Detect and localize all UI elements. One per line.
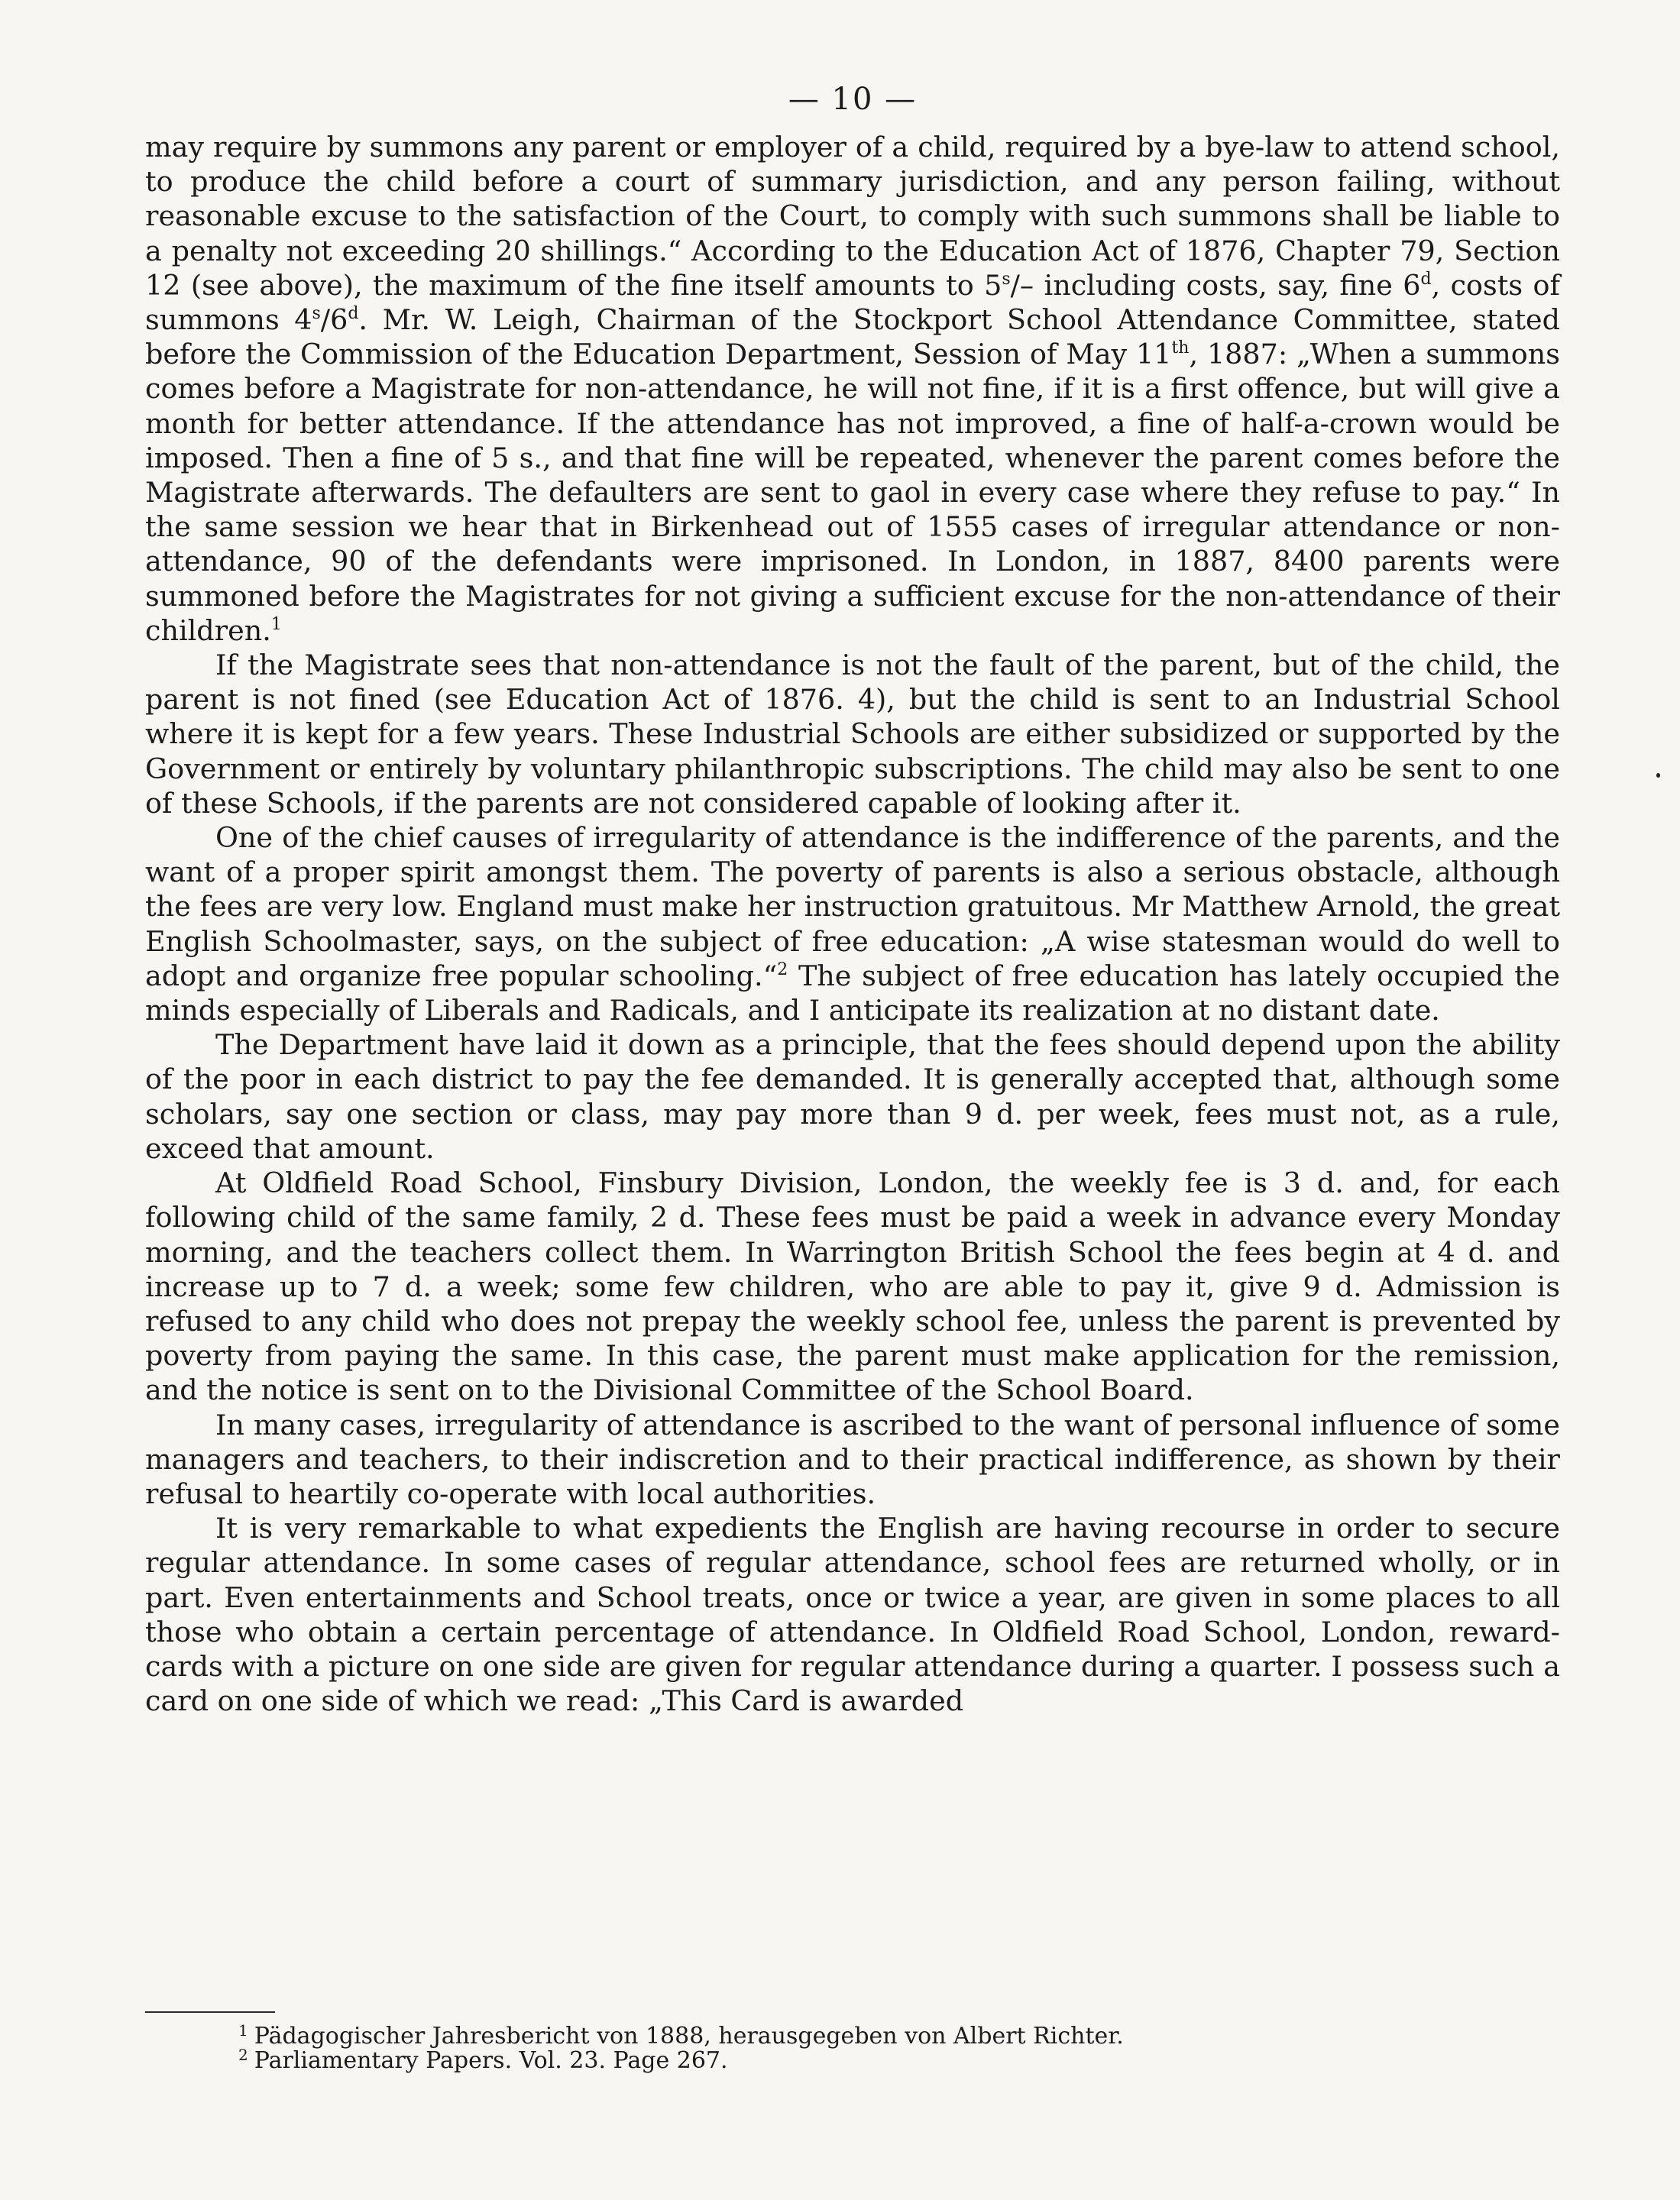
superscript: d [348,304,359,324]
text-run: The Department have laid it down as a principle, that the fees should depend upon the ability of the poor in each district to pay the fee demanded. It is generally accepted that, although some scholars, say one section or class, may pay more than 9 d. per week, fees must not, as a rule, exceed that amount. [145,1028,1560,1165]
footnote-text: Parliamentary Papers. Vol. 23. Page 267. [254,2047,728,2074]
text-run: /6 [320,303,348,337]
text-run: may require by summons any parent or employer of a child, required by a bye-law to attend school, to produce the child before a court of summary jurisdiction, and any person failing, without reasonable excuse to the satisfaction of the Court, to comply with such summons shall be liable to a penalty not exceeding 20 shillings.“ According to the Education Act of 1876, Chapter 79, Section 12 (see above), the maximum of the fine itself amounts to 5 [145,131,1560,302]
text-run: It is very remarkable to what expedients the English are having recourse in order to secure regular attendance. In some cases of regular attendance, school fees are returned wholly, or in part. Even entertainments and School treats, once or twice a year, are given in some places to all those who obtain a certain percentage of attendance. In Oldfield Road School, London, reward-cards with a picture on one side are given for regular attendance during a quarter. I possess such a card on one side of which we read: „This Card is awarded [145,1512,1560,1718]
footnote [238,2021,1537,2050]
text-run: , costs of summons 4 [145,268,1560,337]
body-text [145,130,1560,1718]
page-speck [1656,773,1660,778]
paragraph [145,820,1560,1027]
superscript: th [1171,338,1190,358]
text-run: If the Magistrate sees that non-attendance is not the fault of the parent, but of the child, the parent is not fined (see Education Act of 1876. 4), but the child is sent to an Industrial School where it is kept for a few years. These Industrial Schools are either subsidized or supported by the Government or entirely by voluntary philanthropic subscriptions. The child may also be sent to one of these Schools, if the parents are not considered capable of looking after it. [145,649,1560,820]
text-run: One of the chief causes of irregularity of attendance is the indifference of the parents, and the want of a proper spirit amongst them. The poverty of parents is also a serious obstacle, although the fees are very low. England must make her instruction gratuitous. Mr Matthew Arnold, the great English Schoolmaster, says, on the subject of free education: „A wise statesman would do well to adopt and organize free popular schooling.“ [145,821,1560,992]
paragraph [145,1408,1560,1512]
superscript: d [1420,269,1432,289]
paragraph [145,1027,1560,1166]
footnotes [238,2021,1537,2074]
paragraph [145,1511,1560,1718]
text-run: . Mr. W. Leigh, Chairman of the Stockport School Attendance Committee, stated before the Commission of the Education Department, Session of May 11 [145,303,1560,371]
footnote-divider [145,2011,275,2013]
text-run: The subject of free education has lately occupied the minds especially of Liberals and Radicals, and I anticipate its realization at no distant date. [145,959,1560,1027]
paragraph [145,130,1560,648]
page-number: — 10 — [788,82,918,117]
text-run: , 1887: „When a summons comes before a Magistrate for non-attendance, he will not fine, if it is a first offence, but will give a month for better attendance. If the attendance has not improved, a fine of half-a-crown would be imposed. Then a fine of 5 s., and that fine will be repeated, whenever the parent comes before the Magistrate afterwards. The defaulters are sent to gaol in every case where they refuse to pay.“ In the same session we hear that in Birkenhead out of 1555 cases of irregular attendance or non-attendance, 90 of the defendants were imprisoned. In London, in 1887, 8400 parents were summoned before the Magistrates for not giving a sufficient excuse for the non-attendance of their children. [145,338,1560,647]
footnote-text: Pädagogischer Jahresbericht von 1888, herausgegeben von Albert Richter. [254,2023,1124,2050]
text-run: /– including costs, say, fine 6 [1010,268,1421,302]
superscript: s [312,304,321,324]
footnote-number: 1 [238,2021,248,2040]
document-page [145,84,1560,2147]
superscript: 2 [777,959,788,979]
footnote [238,2046,1537,2074]
paragraph [145,648,1560,820]
paragraph [145,1166,1560,1407]
superscript: 1 [270,614,282,634]
superscript: s [1002,269,1011,289]
text-run: At Oldfield Road School, Finsbury Division, London, the weekly fee is 3 d. and, for each following child of the same family, 2 d. These fees must be paid a week in advance every Monday morning, and the teachers collect them. In Warrington British School the fees begin at 4 d. and increase up to 7 d. a week; some few children, who are able to pay it, give 9 d. Admission is refused to any child who does not prepay the weekly school fee, unless the parent is prevented by poverty from paying the same. In this case, the parent must make application for the remission, and the notice is sent on to the Divisional Committee of the School Board. [145,1166,1560,1407]
text-run: In many cases, irregularity of attendance is ascribed to the want of personal influence of some managers and teachers, to their indiscretion and to their practical indifference, as shown by their refusal to heartily co-operate with local authorities. [145,1408,1560,1510]
footnote-number: 2 [238,2046,248,2064]
